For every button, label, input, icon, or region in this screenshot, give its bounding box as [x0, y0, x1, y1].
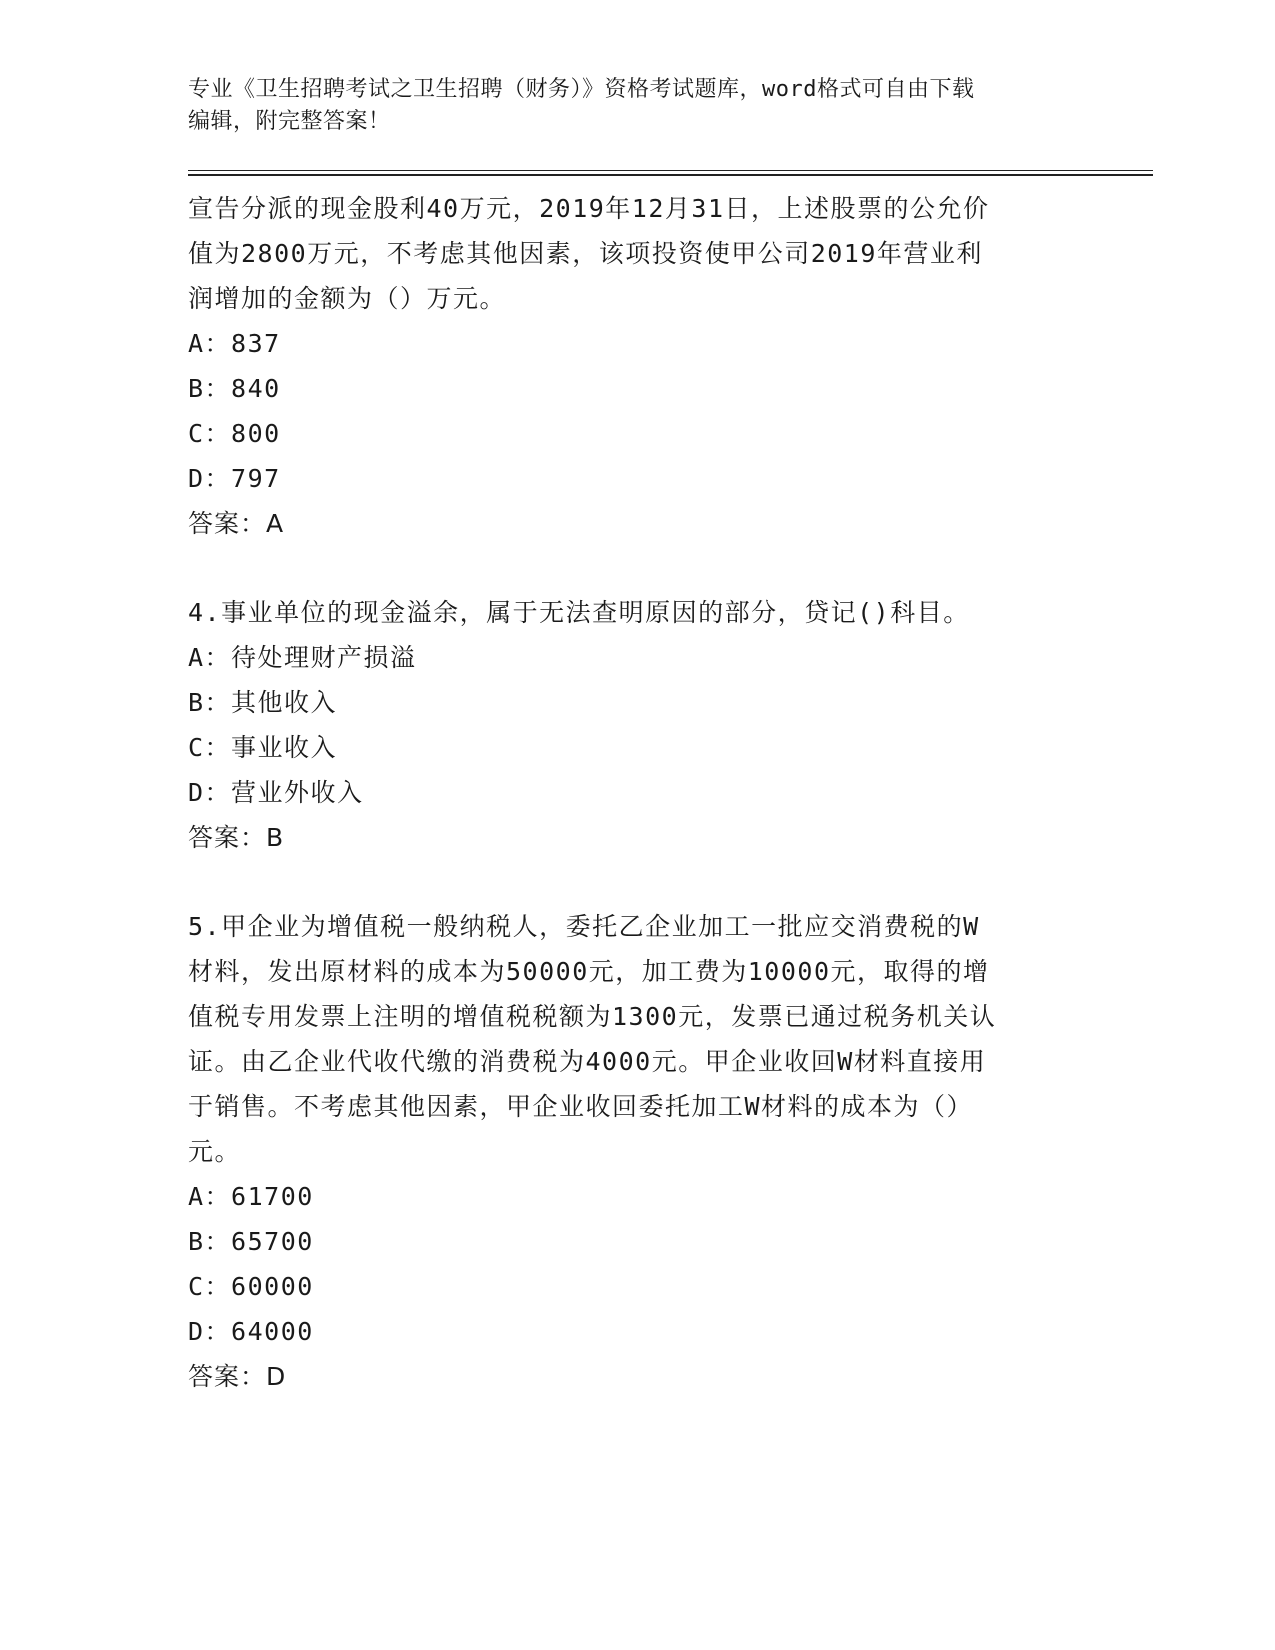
document-header: [188, 74, 1088, 138]
question-text-line: 5.甲企业为增值税一般纳税人，委托乙企业加工一批应交消费税的W: [188, 912, 980, 941]
question-text-line: 于销售。不考虑其他因素，甲企业收回委托加工W材料的成本为（）: [188, 1092, 974, 1121]
option-d: D：797: [188, 464, 281, 493]
option-b: B：65700: [188, 1227, 314, 1256]
question-block: [188, 590, 1088, 860]
question-text-line: 材料，发出原材料的成本为50000元，加工费为10000元，取得的增: [188, 957, 990, 986]
option-d: D：营业外收入: [188, 778, 364, 807]
option-a: A：61700: [188, 1182, 314, 1211]
option-a: A：待处理财产损溢: [188, 643, 417, 672]
header-rule-thin: [188, 170, 1153, 171]
option-c: C：60000: [188, 1272, 314, 1301]
header-line-1: 专业《卫生招聘考试之卫生招聘（财务）》资格考试题库，word格式可自由下载: [188, 77, 975, 102]
document-body: [188, 186, 1088, 1399]
spacer: [188, 546, 1088, 590]
option-d: D：64000: [188, 1317, 314, 1346]
option-a: A：837: [188, 329, 281, 358]
question-block: [188, 904, 1088, 1399]
question-text-line: 证。由乙企业代收代缴的消费税为4000元。甲企业收回W材料直接用: [188, 1047, 987, 1076]
question-text-line: 值税专用发票上注明的增值税税额为1300元，发票已通过税务机关认: [188, 1002, 997, 1031]
option-b: B：其他收入: [188, 688, 338, 717]
question-text-line: 元。: [188, 1137, 242, 1166]
answer: 答案：A: [188, 509, 285, 538]
option-c: C：800: [188, 419, 281, 448]
header-rule-thick: [188, 174, 1153, 176]
question-text-line: 润增加的金额为（）万元。: [188, 284, 507, 313]
question-text-line: 4.事业单位的现金溢余，属于无法查明原因的部分，贷记()科目。: [188, 598, 970, 627]
answer: 答案：D: [188, 1362, 287, 1391]
option-c: C：事业收入: [188, 733, 338, 762]
spacer: [188, 860, 1088, 904]
question-text-line: 值为2800万元，不考虑其他因素，该项投资使甲公司2019年营业利: [188, 239, 983, 268]
question-block: [188, 186, 1088, 546]
answer: 答案：B: [188, 823, 285, 852]
question-text-line: 宣告分派的现金股利40万元，2019年12月31日，上述股票的公允价: [188, 194, 990, 223]
header-line-2: 编辑，附完整答案！: [188, 109, 391, 134]
option-b: B：840: [188, 374, 281, 403]
